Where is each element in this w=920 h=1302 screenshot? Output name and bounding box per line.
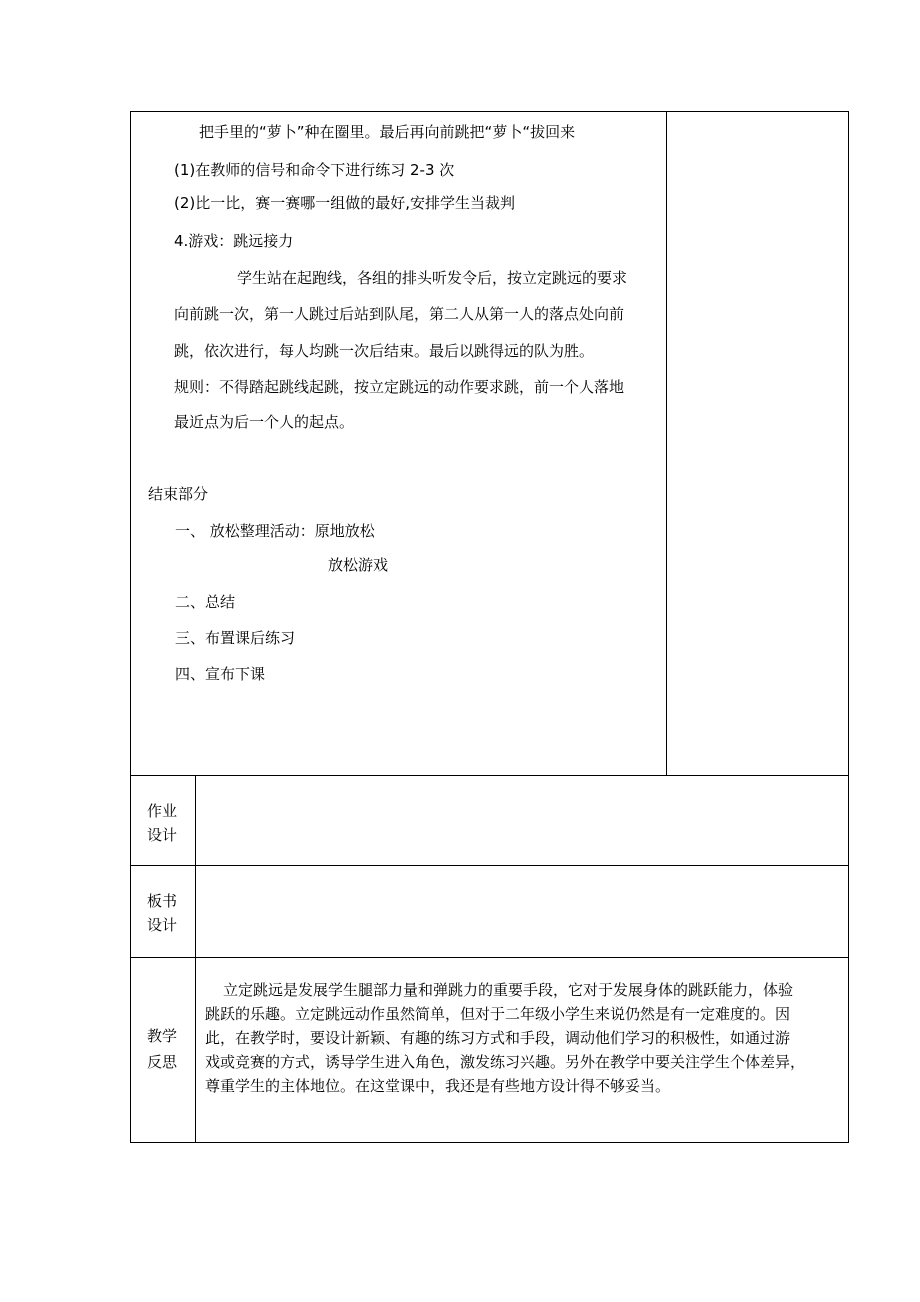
row-divider-3	[130, 957, 849, 958]
board-label-1: 板书	[147, 892, 178, 910]
ending-item-1b: 放松游戏	[328, 556, 389, 574]
content-line-3: (2)比一比，赛一赛哪一组做的最好,安排学生当裁判	[174, 194, 516, 212]
ending-item-4: 四、宣布下课	[175, 665, 266, 683]
content-line-4: 4.游戏：跳远接力	[174, 232, 294, 250]
content-line-6: 向前跳一次，第一人跳过后站到队尾，第二人从第一人的落点处向前	[174, 305, 625, 323]
reflection-label-2: 反思	[147, 1053, 178, 1071]
notes-cell	[667, 112, 848, 775]
reflection-line-1: 立定跳远是发展学生腿部力量和弹跳力的重要手段，它对于发展身体的跳跃能力，体验	[223, 981, 794, 999]
homework-content-cell	[196, 776, 848, 865]
content-line-5: 学生站在起跑线，各组的排头听发令后，按立定跳远的要求	[237, 269, 628, 287]
ending-item-3: 三、布置课后练习	[175, 629, 296, 647]
reflection-line-5: 尊重学生的主体地位。在这堂课中，我还是有些地方设计得不够妥当。	[205, 1077, 671, 1095]
table-border-bottom	[130, 1142, 849, 1143]
reflection-line-3: 此，在教学时，要设计新颖、有趣的练习方式和手段，调动他们学习的积极性，如通过游	[205, 1029, 791, 1047]
content-line-7: 跳，依次进行，每人均跳一次后结束。最后以跳得远的队为胜。	[174, 342, 595, 360]
board-label-2: 设计	[147, 916, 178, 934]
homework-label-2: 设计	[147, 826, 178, 844]
board-content-cell	[196, 866, 848, 957]
table-border-left	[130, 111, 131, 1143]
table-border-right	[848, 111, 849, 1143]
reflection-paragraph	[205, 978, 841, 1098]
content-line-8: 规则：不得踏起跳线起跳，按立定跳远的动作要求跳，前一个人落地	[174, 378, 625, 396]
reflection-label-1: 教学	[147, 1027, 178, 1045]
ending-section-title: 结束部分	[148, 485, 209, 503]
content-line-1: 把手里的“萝卜”种在圈里。最后再向前跳把“萝卜“拔回来	[199, 123, 576, 141]
reflection-line-4: 戏或竞赛的方式，诱导学生进入角色，激发练习兴趣。另外在教学中要关注学生个体差异，	[205, 1053, 806, 1071]
reflection-line-2: 跳跃的乐趣。立定跳远动作虽然简单，但对于二年级小学生来说仍然是有一定难度的。因	[205, 1005, 791, 1023]
content-line-9: 最近点为后一个人的起点。	[174, 413, 355, 431]
content-line-2: (1)在教师的信号和命令下进行练习 2-3 次	[174, 161, 455, 179]
homework-label-1: 作业	[147, 802, 178, 820]
ending-item-1: 一、 放松整理活动：原地放松	[175, 522, 375, 540]
ending-item-2: 二、总结	[175, 593, 236, 611]
